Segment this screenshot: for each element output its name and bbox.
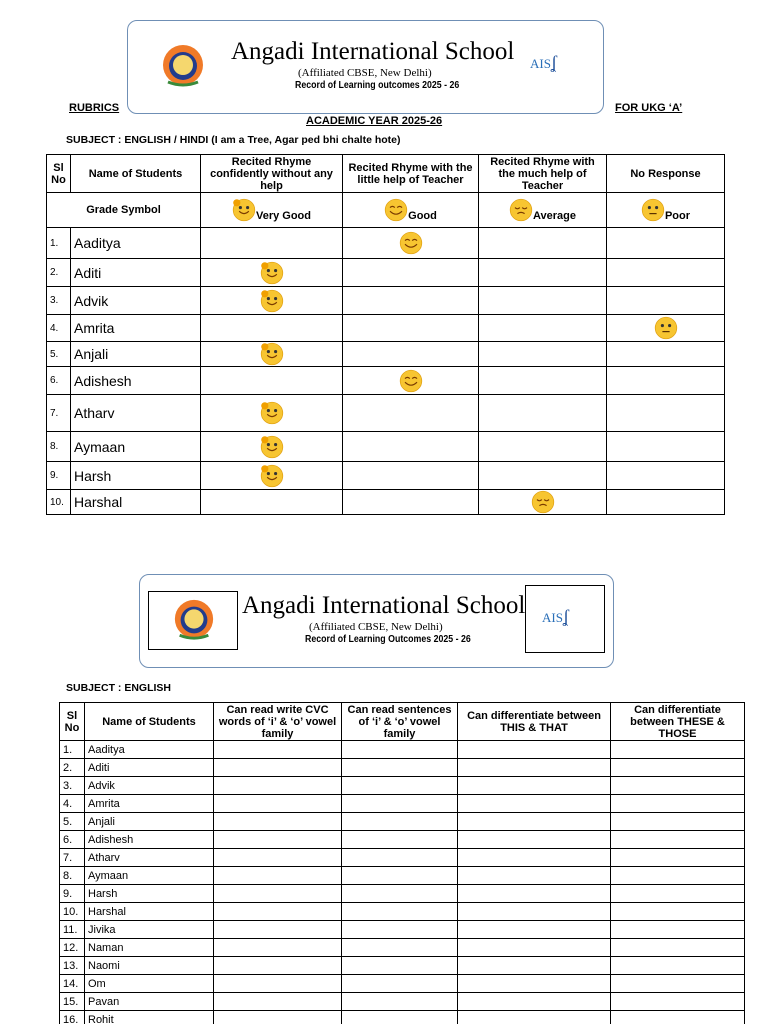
- sl-no: 7.: [60, 849, 85, 867]
- grade-cell[interactable]: [479, 490, 607, 515]
- outcome-cell[interactable]: [342, 975, 458, 993]
- outcome-cell[interactable]: [611, 975, 745, 993]
- student-name: Aditi: [85, 759, 214, 777]
- outcome-cell[interactable]: [342, 939, 458, 957]
- pensive-face-icon: [509, 198, 533, 222]
- grade-cell[interactable]: [607, 367, 725, 395]
- student-name: Aymaan: [71, 432, 201, 462]
- student-name: Advik: [85, 777, 214, 795]
- sl-no: 15.: [60, 993, 85, 1011]
- thumbs-up-face-icon: [260, 342, 284, 366]
- grade-cell[interactable]: [343, 228, 479, 259]
- student-name: Adishesh: [85, 831, 214, 849]
- student-row: [60, 813, 745, 831]
- sl-no: 11.: [60, 921, 85, 939]
- student-row: [60, 777, 745, 795]
- class-label: FOR UKG ‘A’: [615, 102, 683, 114]
- student-row: [60, 759, 745, 777]
- column-header: Recited Rhyme with the much help of Teacher: [479, 155, 607, 193]
- student-name: Aymaan: [85, 867, 214, 885]
- outcome-cell[interactable]: [611, 831, 745, 849]
- outcome-cell[interactable]: [214, 849, 342, 867]
- academic-year: ACADEMIC YEAR 2025-26: [306, 115, 443, 127]
- outcome-cell[interactable]: [611, 921, 745, 939]
- outcomes-table: [59, 702, 745, 1024]
- outcome-cell[interactable]: [611, 939, 745, 957]
- outcome-cell[interactable]: [214, 813, 342, 831]
- outcome-cell[interactable]: [214, 957, 342, 975]
- student-name: Atharv: [71, 395, 201, 432]
- grade-name: Poor: [664, 210, 691, 222]
- smiling-face-icon: [399, 369, 423, 393]
- smiling-face-icon: [399, 231, 423, 255]
- student-row: [47, 462, 725, 490]
- grade-cell[interactable]: [607, 490, 725, 515]
- subject-1: SUBJECT : ENGLISH / HINDI (I am a Tree, Agar ped bhi chalte hote): [66, 134, 401, 146]
- rubric-table: [46, 154, 725, 515]
- student-name: Adishesh: [71, 367, 201, 395]
- grade-cell[interactable]: [201, 315, 343, 342]
- outcome-cell[interactable]: [458, 849, 611, 867]
- outcome-cell[interactable]: [458, 939, 611, 957]
- sl-no: 5.: [47, 342, 71, 367]
- affiliation-2: (Affiliated CBSE, New Delhi): [309, 621, 443, 633]
- column-header: Name of Students: [85, 703, 214, 741]
- outcome-cell[interactable]: [342, 957, 458, 975]
- column-header: Sl No: [47, 155, 71, 193]
- outcome-cell[interactable]: [214, 885, 342, 903]
- student-name: Om: [85, 975, 214, 993]
- header-row: [47, 155, 725, 193]
- outcome-cell[interactable]: [458, 795, 611, 813]
- outcome-cell[interactable]: [611, 849, 745, 867]
- grade-cell[interactable]: [343, 259, 479, 287]
- grade-cell[interactable]: [343, 432, 479, 462]
- student-name: Harsh: [85, 885, 214, 903]
- student-row: [60, 741, 745, 759]
- student-name: Amrita: [71, 315, 201, 342]
- grade-cell[interactable]: [343, 395, 479, 432]
- column-header: Can differentiate between THIS & THAT: [458, 703, 611, 741]
- outcome-cell[interactable]: [611, 885, 745, 903]
- outcome-cell[interactable]: [458, 921, 611, 939]
- student-row: [47, 367, 725, 395]
- grade-cell[interactable]: [479, 228, 607, 259]
- sl-no: 12.: [60, 939, 85, 957]
- ais-logo-2: AISʆ: [542, 606, 569, 626]
- student-name: Aditi: [71, 259, 201, 287]
- rubrics-label: RUBRICS: [69, 102, 120, 114]
- grade-name: Very Good: [255, 210, 312, 222]
- outcome-cell[interactable]: [342, 993, 458, 1011]
- student-name: Harshal: [85, 903, 214, 921]
- student-name: Aaditya: [71, 228, 201, 259]
- outcome-cell[interactable]: [214, 831, 342, 849]
- outcome-cell[interactable]: [458, 759, 611, 777]
- outcome-cell[interactable]: [342, 795, 458, 813]
- outcome-cell[interactable]: [342, 759, 458, 777]
- sl-no: 14.: [60, 975, 85, 993]
- sl-no: 1.: [60, 741, 85, 759]
- sl-no: 7.: [47, 395, 71, 432]
- grade-cell[interactable]: [343, 490, 479, 515]
- thumbs-up-face-icon: [260, 435, 284, 459]
- grade-cell[interactable]: [479, 315, 607, 342]
- sl-no: 1.: [47, 228, 71, 259]
- header-row: [60, 703, 745, 741]
- student-row: [60, 795, 745, 813]
- student-row: [60, 885, 745, 903]
- grade-cell[interactable]: [201, 259, 343, 287]
- outcome-cell[interactable]: [458, 831, 611, 849]
- grade-cell[interactable]: [201, 287, 343, 315]
- outcome-cell[interactable]: [611, 957, 745, 975]
- student-row: [60, 903, 745, 921]
- grade-legend: [201, 193, 343, 228]
- outcome-cell[interactable]: [214, 1011, 342, 1024]
- outcome-cell[interactable]: [214, 921, 342, 939]
- student-row: [60, 939, 745, 957]
- sl-no: 8.: [47, 432, 71, 462]
- neutral-face-icon: [654, 316, 678, 340]
- grade-cell[interactable]: [607, 287, 725, 315]
- grade-cell[interactable]: [201, 490, 343, 515]
- grade-symbol-label: Grade Symbol: [47, 193, 201, 228]
- pensive-face-icon: [531, 490, 555, 514]
- student-name: Aaditya: [85, 741, 214, 759]
- outcome-cell[interactable]: [611, 795, 745, 813]
- outcome-cell[interactable]: [611, 903, 745, 921]
- grade-legend: [607, 193, 725, 228]
- outcome-cell[interactable]: [342, 1011, 458, 1024]
- outcome-cell[interactable]: [611, 777, 745, 795]
- grade-cell[interactable]: [607, 228, 725, 259]
- outcome-cell[interactable]: [214, 795, 342, 813]
- outcome-cell[interactable]: [458, 957, 611, 975]
- sl-no: 2.: [60, 759, 85, 777]
- sl-no: 9.: [47, 462, 71, 490]
- outcome-cell[interactable]: [342, 831, 458, 849]
- school-crest-logo: [160, 42, 206, 88]
- grade-cell[interactable]: [607, 342, 725, 367]
- student-name: Rohit: [85, 1011, 214, 1024]
- student-row: [47, 342, 725, 367]
- student-row: [60, 975, 745, 993]
- student-row: [60, 831, 745, 849]
- outcome-cell[interactable]: [214, 903, 342, 921]
- grade-cell[interactable]: [343, 462, 479, 490]
- school-name: Angadi International School: [231, 38, 515, 65]
- grade-legend: [479, 193, 607, 228]
- column-header: Recited Rhyme with the little help of Teacher: [343, 155, 479, 193]
- outcome-cell[interactable]: [214, 741, 342, 759]
- student-name: Anjali: [71, 342, 201, 367]
- sl-no: 6.: [47, 367, 71, 395]
- student-name: Amrita: [85, 795, 214, 813]
- sl-no: 3.: [60, 777, 85, 795]
- outcome-cell[interactable]: [458, 885, 611, 903]
- student-row: [47, 490, 725, 515]
- thumbs-up-face-icon: [260, 401, 284, 425]
- grade-cell[interactable]: [201, 367, 343, 395]
- grade-cell[interactable]: [343, 367, 479, 395]
- grade-cell[interactable]: [201, 228, 343, 259]
- student-name: Harshal: [71, 490, 201, 515]
- grade-cell[interactable]: [343, 287, 479, 315]
- outcome-cell[interactable]: [458, 741, 611, 759]
- grade-cell[interactable]: [201, 432, 343, 462]
- grade-cell[interactable]: [201, 342, 343, 367]
- sl-no: 16.: [60, 1011, 85, 1024]
- grade-cell[interactable]: [201, 462, 343, 490]
- outcome-cell[interactable]: [458, 777, 611, 795]
- grade-cell[interactable]: [479, 395, 607, 432]
- outcome-cell[interactable]: [458, 1011, 611, 1024]
- thumbs-up-face-icon: [260, 464, 284, 488]
- outcome-cell[interactable]: [458, 903, 611, 921]
- grade-cell[interactable]: [607, 462, 725, 490]
- student-name: Pavan: [85, 993, 214, 1011]
- subject-2: SUBJECT : ENGLISH: [66, 682, 172, 694]
- sl-no: 3.: [47, 287, 71, 315]
- outcome-cell[interactable]: [611, 1011, 745, 1024]
- grade-symbol-row: [47, 193, 725, 228]
- outcome-cell[interactable]: [342, 777, 458, 795]
- sl-no: 10.: [47, 490, 71, 515]
- outcome-cell[interactable]: [458, 813, 611, 831]
- grade-cell[interactable]: [607, 432, 725, 462]
- thumbs-up-face-icon: [232, 198, 256, 222]
- grade-cell[interactable]: [607, 315, 725, 342]
- grade-cell[interactable]: [343, 315, 479, 342]
- column-header: Name of Students: [71, 155, 201, 193]
- student-row: [47, 228, 725, 259]
- student-row: [60, 957, 745, 975]
- column-header: Can read sentences of ‘i’ & ‘o’ vowel family: [342, 703, 458, 741]
- record-title-2: Record of Learning Outcomes 2025 - 26: [305, 634, 471, 645]
- student-row: [47, 432, 725, 462]
- grade-cell[interactable]: [343, 342, 479, 367]
- outcome-cell[interactable]: [342, 741, 458, 759]
- thumbs-up-face-icon: [260, 289, 284, 313]
- student-row: [47, 315, 725, 342]
- outcome-cell[interactable]: [342, 867, 458, 885]
- outcome-cell[interactable]: [342, 849, 458, 867]
- column-header: Can read write CVC words of ‘i’ & ‘o’ vowel family: [214, 703, 342, 741]
- outcome-cell[interactable]: [611, 813, 745, 831]
- sl-no: 6.: [60, 831, 85, 849]
- sl-no: 4.: [47, 315, 71, 342]
- sl-no: 5.: [60, 813, 85, 831]
- grade-cell[interactable]: [479, 287, 607, 315]
- student-row: [60, 993, 745, 1011]
- sl-no: 10.: [60, 903, 85, 921]
- smiling-face-icon: [384, 198, 408, 222]
- outcome-cell[interactable]: [214, 993, 342, 1011]
- grade-cell[interactable]: [479, 342, 607, 367]
- record-title: Record of Learning outcomes 2025 - 26: [295, 80, 460, 91]
- outcome-cell[interactable]: [342, 903, 458, 921]
- thumbs-up-face-icon: [260, 261, 284, 285]
- grade-cell[interactable]: [607, 395, 725, 432]
- grade-cell[interactable]: [201, 395, 343, 432]
- grade-name: Average: [532, 210, 576, 222]
- outcome-cell[interactable]: [214, 777, 342, 795]
- sl-no: 13.: [60, 957, 85, 975]
- grade-name: Good: [408, 210, 437, 222]
- student-name: Atharv: [85, 849, 214, 867]
- student-row: [47, 259, 725, 287]
- neutral-face-icon: [641, 198, 665, 222]
- student-name: Jivika: [85, 921, 214, 939]
- outcome-cell[interactable]: [611, 741, 745, 759]
- outcome-cell[interactable]: [214, 759, 342, 777]
- outcome-cell[interactable]: [342, 885, 458, 903]
- outcome-cell[interactable]: [342, 921, 458, 939]
- grade-legend: [343, 193, 479, 228]
- grade-cell[interactable]: [479, 259, 607, 287]
- column-header: Can differentiate between THESE & THOSE: [611, 703, 745, 741]
- outcome-cell[interactable]: [458, 975, 611, 993]
- student-row: [60, 849, 745, 867]
- grade-cell[interactable]: [607, 259, 725, 287]
- outcome-cell[interactable]: [458, 993, 611, 1011]
- outcome-cell[interactable]: [611, 993, 745, 1011]
- grade-cell[interactable]: [479, 432, 607, 462]
- student-name: Naman: [85, 939, 214, 957]
- outcome-cell[interactable]: [342, 813, 458, 831]
- school-name-2: Angadi International School: [242, 592, 526, 619]
- student-name: Naomi: [85, 957, 214, 975]
- affiliation: (Affiliated CBSE, New Delhi): [298, 67, 432, 79]
- sl-no: 9.: [60, 885, 85, 903]
- ais-logo: AISʆ: [530, 52, 557, 72]
- student-row: [60, 1011, 745, 1024]
- outcome-cell[interactable]: [458, 867, 611, 885]
- outcome-cell[interactable]: [611, 759, 745, 777]
- sl-no: 8.: [60, 867, 85, 885]
- outcome-cell[interactable]: [611, 867, 745, 885]
- student-row: [60, 921, 745, 939]
- student-name: Advik: [71, 287, 201, 315]
- student-row: [47, 287, 725, 315]
- school-crest-logo-2: [172, 597, 216, 641]
- column-header: Recited Rhyme confidently without any help: [201, 155, 343, 193]
- grade-cell[interactable]: [479, 462, 607, 490]
- student-name: Harsh: [71, 462, 201, 490]
- sl-no: 4.: [60, 795, 85, 813]
- sl-no: 2.: [47, 259, 71, 287]
- student-name: Anjali: [85, 813, 214, 831]
- grade-cell[interactable]: [479, 367, 607, 395]
- outcome-cell[interactable]: [214, 867, 342, 885]
- outcome-cell[interactable]: [214, 975, 342, 993]
- student-row: [47, 395, 725, 432]
- student-row: [60, 867, 745, 885]
- column-header: Sl No: [60, 703, 85, 741]
- outcome-cell[interactable]: [214, 939, 342, 957]
- column-header: No Response: [607, 155, 725, 193]
